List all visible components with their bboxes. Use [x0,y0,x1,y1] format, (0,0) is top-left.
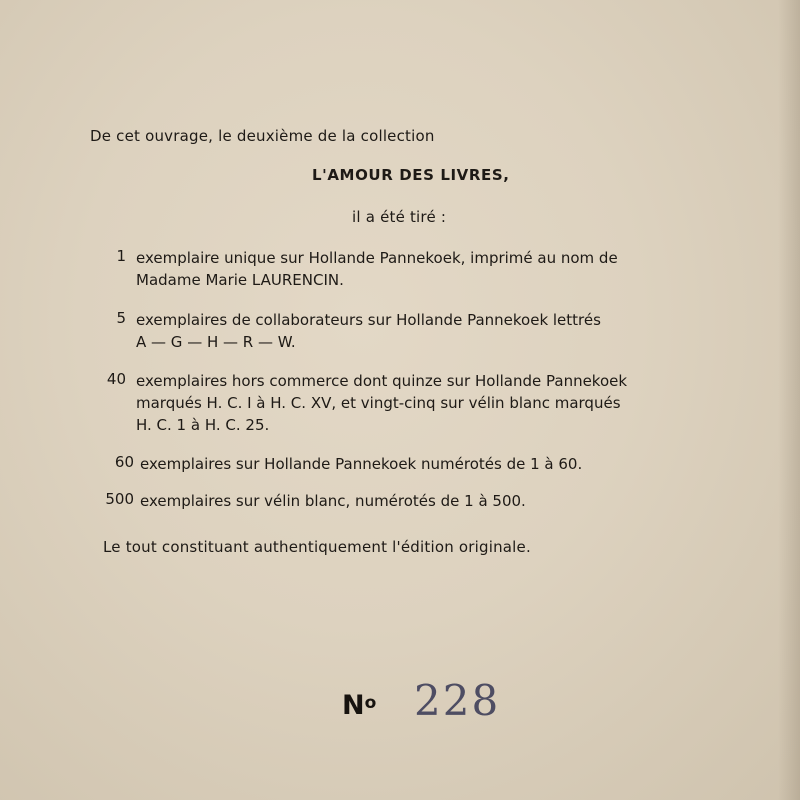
numero-label-letter: N [342,690,365,721]
edition-description [140,453,582,475]
stamped-copy-number: 228 [414,676,501,725]
page-edge-shadow [778,0,800,800]
colophon-tire: il a été tiré : [352,208,447,226]
edition-line: exemplaires hors commerce dont quinze sur Hollande Pannekoek [136,372,628,390]
edition-line: marqués H. C. I à H. C. XV, et vingt-cinq sur vélin blanc marqués [136,394,621,412]
edition-line: exemplaires sur Hollande Pannekoek numérotés de 1 à 60. [140,455,583,473]
edition-count: 500 [105,490,134,508]
edition-line: exemplaire unique sur Hollande Pannekoek, imprimé au nom de [136,249,618,267]
edition-count: 5 [116,309,126,327]
collection-title: L'AMOUR DES LIVRES, [312,166,510,184]
edition-description [136,309,601,353]
show-through-ghost-text [360,40,380,108]
edition-line: exemplaires sur vélin blanc, numérotés de 1 à 500. [140,492,526,510]
edition-count: 40 [106,370,126,388]
edition-description [136,370,627,436]
edition-count: 1 [116,247,126,265]
edition-line: exemplaires de collaborateurs sur Hollande Pannekoek lettrés [136,311,601,329]
edition-count: 60 [114,453,134,471]
colophon-closing: Le tout constituant authentiquement l'édition originale. [103,538,531,556]
numero-label [342,690,376,721]
edition-description [140,490,526,512]
edition-line: H. C. 1 à H. C. 25. [136,416,270,434]
numero-label-superscript: o [364,693,377,713]
colophon-intro: De cet ouvrage, le deuxième de la collection [90,127,435,145]
edition-description [136,247,618,291]
edition-line: A — G — H — R — W. [136,333,296,351]
edition-line: Madame Marie LAURENCIN. [136,271,344,289]
